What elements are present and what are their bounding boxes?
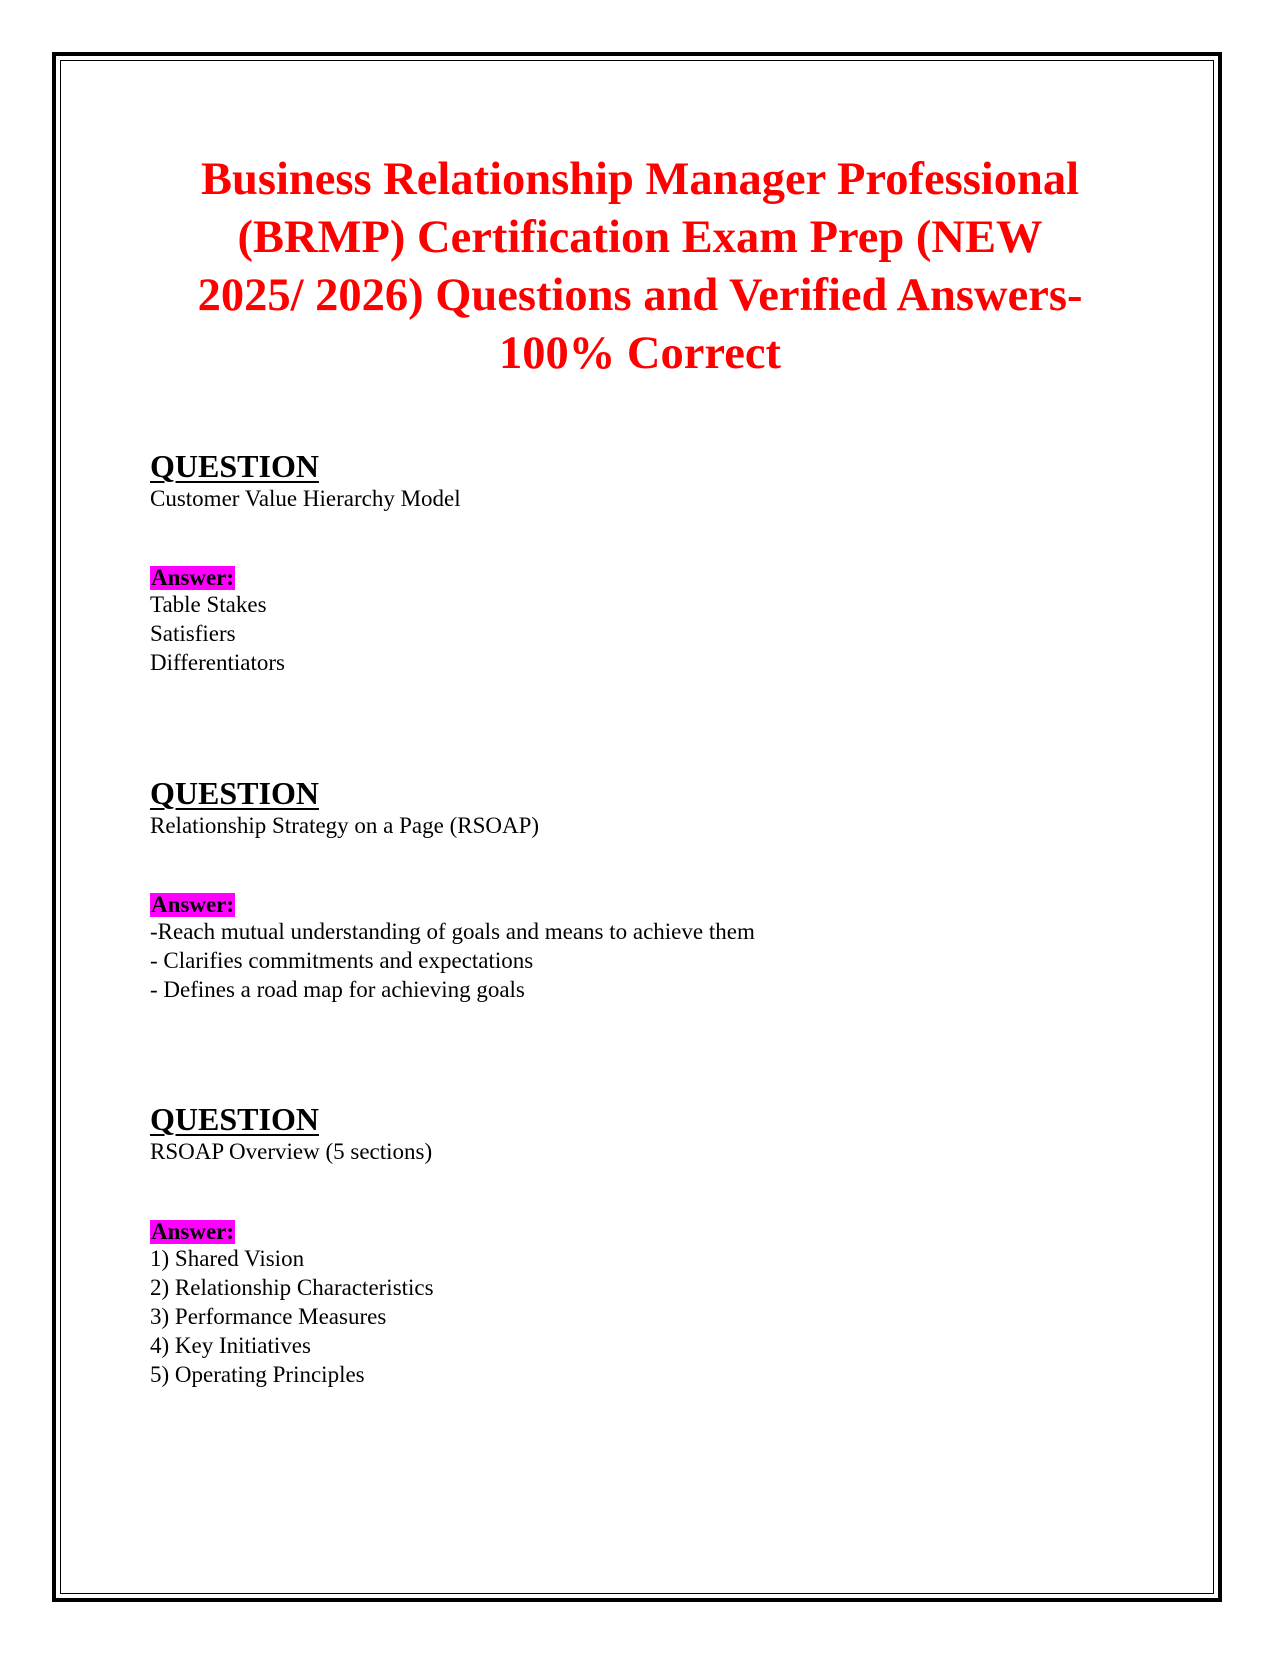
answer-line: 5) Operating Principles — [150, 1362, 365, 1387]
answer-line: - Defines a road map for achieving goals — [150, 977, 525, 1002]
answer-line: 2) Relationship Characteristics — [150, 1275, 434, 1300]
answer-label: Answer: — [151, 565, 235, 590]
question-text: Customer Value Hierarchy Model — [150, 486, 461, 511]
answer-line: 3) Performance Measures — [150, 1304, 387, 1329]
question-text: RSOAP Overview (5 sections) — [150, 1139, 433, 1164]
answer-label: Answer: — [151, 892, 235, 917]
question-heading: QUESTION — [150, 1101, 319, 1137]
answer-line: Table Stakes — [150, 592, 267, 617]
question-block — [150, 1101, 1150, 1166]
answer-list — [150, 590, 1150, 677]
document-title — [120, 151, 1160, 383]
answer-list — [150, 917, 1150, 1004]
answer-line: Satisfiers — [150, 621, 236, 646]
title-line: 100% Correct — [499, 328, 781, 379]
answer-label: Answer: — [151, 1219, 235, 1244]
answer-line: Differentiators — [150, 650, 285, 675]
answer-line: 4) Key Initiatives — [150, 1333, 311, 1358]
question-heading: QUESTION — [150, 448, 319, 484]
title-line: 2025/ 2026) Questions and Verified Answers- — [197, 270, 1083, 321]
title-line: Business Relationship Manager Professional — [200, 154, 1079, 205]
answer-block — [150, 566, 1150, 677]
answer-line: - Clarifies commitments and expectations — [150, 948, 534, 973]
answer-line: 1) Shared Vision — [150, 1246, 305, 1271]
answer-block — [150, 1220, 1150, 1389]
answer-line: -Reach mutual understanding of goals and means to achieve them — [150, 919, 755, 944]
question-block — [150, 448, 1150, 513]
answer-block — [150, 893, 1150, 1004]
question-text: Relationship Strategy on a Page (RSOAP) — [150, 813, 540, 838]
answer-list — [150, 1244, 1150, 1389]
title-line: (BRMP) Certification Exam Prep (NEW — [237, 212, 1043, 263]
question-heading: QUESTION — [150, 775, 319, 811]
question-block — [150, 775, 1150, 840]
